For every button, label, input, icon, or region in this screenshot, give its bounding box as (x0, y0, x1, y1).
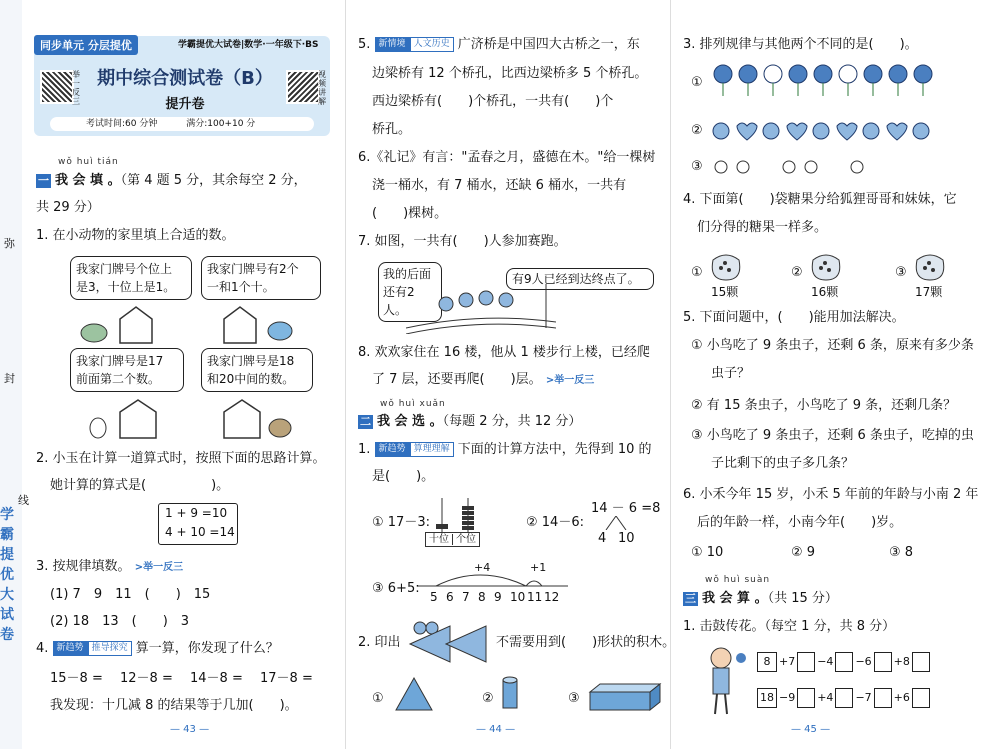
cuboid-icon (588, 682, 662, 712)
rabbit-house-icon (86, 398, 166, 440)
q5-tag-context: 新情境 (375, 37, 410, 52)
chain-1-blank[interactable] (835, 652, 853, 672)
q5-tag-topic: 人文历史 (410, 37, 454, 52)
chain-row-1 (757, 652, 930, 672)
bubble-3-line-1: 我家门牌号是17 (76, 354, 164, 368)
c4-count-3: 17颗 (915, 285, 943, 299)
section-3-badge: 三 (685, 591, 696, 605)
c1-option-2-eq: 14 － 6 =8 (591, 501, 661, 516)
q2-step-2: 4 + 10 =14 (165, 525, 235, 539)
c5-option-2[interactable]: ② 有 15 条虫子，小鸟吃了 9 条，还剩几条？ (691, 398, 957, 413)
chain-1-start: 8 (757, 652, 777, 672)
qr-code-left[interactable] (40, 70, 74, 104)
page-45 (670, 0, 1000, 749)
top-tag-2: 分层提优 (87, 39, 132, 52)
candy-bag-2-icon (809, 248, 843, 282)
side-brand: 学霸提优大试卷 (0, 507, 14, 643)
c4-option-2[interactable]: ② (791, 265, 803, 280)
q1-text: 1. 在小动物的家里填上合适的数。 (36, 228, 235, 243)
c6-option-2[interactable]: ② 9 (791, 545, 816, 560)
triangles-stamp-icon (406, 614, 506, 664)
q7-bubble-right: 有9人已经到达终点了。 (506, 268, 654, 290)
page-number-44: — 44 — (476, 724, 516, 735)
cylinder-icon (500, 676, 520, 712)
q4-tag-trend: 新趋势 (53, 641, 88, 656)
nl-tick: 10 (510, 590, 526, 604)
c3-option-2[interactable]: ② (691, 123, 703, 138)
nl-tick: 7 (462, 590, 470, 604)
c4-count-1: 15颗 (711, 285, 739, 299)
abacus-tens-label: 十位 (426, 534, 453, 545)
top-tag-1: 同步单元 (40, 39, 84, 52)
bubble-1-line-2: 是3，十位上是1。 (76, 280, 176, 294)
hedgehog-house-icon (222, 398, 302, 440)
q8-link[interactable]: >举一反三 (545, 375, 595, 386)
q5-line-3: 西边梁桥有( )个桥孔，一共有( )个 (372, 94, 614, 109)
bubble-4-line-1: 我家门牌号是18 (207, 354, 295, 368)
bubble-1-line-1: 我家门牌号个位上 (76, 262, 173, 276)
chain-2-blank[interactable] (797, 688, 815, 708)
number-line-labels (430, 590, 580, 604)
chain-2-blank[interactable] (874, 688, 892, 708)
c3-text: 3. 排列规律与其他两个不同的是( )。 (683, 37, 918, 52)
circles-hearts-pattern-icon (711, 120, 941, 142)
bubble-4 (201, 348, 313, 392)
nl-tick: 9 (494, 590, 502, 604)
q2-answer-line: 她计算的算式是( )。 (50, 478, 230, 493)
bubble-3-line-2: 前面第二个数。 (76, 372, 161, 386)
q7-bubble-left-2: 还有2人。 (383, 285, 415, 317)
c1-text-1: 下面的计算方法中，先得到 10 的 (457, 442, 652, 457)
nl-tick: 8 (478, 590, 486, 604)
seal-label-3: 线 (18, 494, 29, 507)
c4-option-1[interactable]: ① (691, 265, 703, 280)
q4-eq-3: 14－8 = (190, 671, 243, 686)
section-3-heading (683, 590, 838, 608)
c1-jump-1: +4 (474, 561, 491, 574)
exam-score: 满分:100+10 分 (186, 119, 256, 129)
c3-option-3[interactable]: ③ (691, 159, 703, 174)
q8-text-2: 了 7 层，还要再爬( )层。 (372, 372, 542, 387)
chain-1-op-3: −6 (855, 655, 872, 668)
chain-row-2 (757, 688, 930, 708)
c1-tag-topic: 算理理解 (410, 442, 454, 457)
page-43 (0, 0, 345, 749)
chain-1-op-2: −4 (817, 655, 834, 668)
c1-line-2: 是( )。 (372, 469, 435, 484)
c1-option-2-split-1: 4 (598, 531, 607, 546)
q4-eq-1: 15－8 = (50, 671, 103, 686)
child-drummer-icon (701, 644, 747, 716)
section-1-pinyin: wǒ huì tián (58, 157, 119, 167)
c1-tag-trend: 新趋势 (375, 442, 410, 457)
c5-text: 5. 下面问题中，( )能用加法解决。 (683, 310, 905, 325)
nl-tick: 5 (430, 590, 438, 604)
c4-line-1: 4. 下面第( )袋糖果分给狐狸哥哥和妹妹，它 (683, 192, 957, 207)
q4-eq-2: 12－8 = (120, 671, 173, 686)
section-1-badge: 一 (38, 173, 49, 187)
c1-option-2-split-2: 10 (618, 531, 635, 546)
bubble-2 (201, 256, 321, 300)
bubble-4-line-2: 和20中间的数。 (207, 372, 295, 386)
seal-label-1: 弥 (4, 237, 15, 250)
bubble-2-line-2: 一和1个十。 (207, 280, 275, 294)
c5-option-1-line-2: 虫子？ (711, 366, 751, 381)
page-44 (345, 0, 676, 749)
q5-text-1: 广济桥是中国四大古桥之一，东 (457, 37, 640, 52)
q2-steps-box (158, 503, 238, 545)
page-title: 期中综合测试卷（B） (97, 68, 273, 89)
c6-line-1: 6. 小禾今年 15 岁，小禾 5 年前的年龄与小南 2 年 (683, 487, 979, 502)
section-3-pinyin: wǒ huì suàn (705, 575, 771, 585)
abacus-icon (426, 498, 486, 534)
q6-line-1: 6.《礼记》有言："孟春之月，盛德在木。"给一棵树 (358, 150, 656, 165)
series-title: 学霸提优大试卷|数学·一年级下·BS (178, 40, 319, 50)
q3-row-2: (2) 18 13 ( ) 3 (50, 614, 190, 629)
q2-step-1: 1 + 9 =10 (165, 506, 228, 520)
section-3-note: （共 15 分） (767, 591, 838, 606)
q4-prompt: 算一算，你发现了什么？ (135, 641, 279, 656)
exam-time: 考试时间:60 分钟 (86, 119, 158, 129)
exam-meta (50, 117, 314, 131)
triangular-prism-icon (392, 676, 436, 712)
turtle-house-icon (76, 305, 156, 345)
qr-right-label: 视频讲解 (318, 70, 326, 106)
candy-bag-3-icon (913, 248, 947, 282)
c5-option-3-line-2: 子比剩下的虫子多几条？ (711, 456, 855, 471)
section-2-heading (358, 413, 581, 431)
page-number-43: — 43 — (170, 724, 210, 735)
section-1-note: （第 4 题 5 分，其余每空 2 分， (120, 173, 307, 188)
flowers-pattern-icon (711, 62, 941, 98)
c1-option-2[interactable]: ② 14－6: (526, 515, 584, 530)
bubble-3 (70, 348, 184, 392)
c4-option-3[interactable]: ③ (895, 265, 907, 280)
chain-2-start: 18 (757, 688, 777, 708)
c1-line-1: 1. 新趋势 算理理解 下面的计算方法中，先得到 10 的 (358, 442, 652, 457)
seal-label-2: 封 (4, 372, 15, 385)
q6-line-2: 浇一桶水，有 7 桶水，还缺 6 桶水，一共有 (372, 178, 627, 193)
c2-text-2: 不需要用到( )形状的积木。 (496, 635, 676, 650)
q3-row-1: (1) 7 9 11 ( ) 15 (50, 587, 211, 602)
chain-2-blank[interactable] (835, 688, 853, 708)
q4-tag-topic: 推导探究 (88, 641, 132, 656)
c1-option-1[interactable]: ① 17－3: (372, 515, 430, 530)
q3-label: 3. 按规律填数。 (36, 559, 131, 574)
candy-bag-1-icon (709, 248, 743, 282)
section-3-title: 我 会 算 。 (702, 591, 768, 606)
c2-text-1: 2. 印出 (358, 635, 401, 650)
nl-tick: 6 (446, 590, 454, 604)
c6-option-3[interactable]: ③ 8 (889, 545, 914, 560)
c3-option-1[interactable]: ① (691, 75, 703, 90)
c2-option-1[interactable]: ① (372, 691, 384, 706)
crab-house-icon (222, 305, 302, 345)
c5-option-3-line-1[interactable]: ③ 小鸟吃了 9 条虫子，还剩 6 条虫子，吃掉的虫 (691, 428, 974, 443)
section-2-title: 我 会 选 。 (377, 414, 443, 429)
abacus-labels (425, 532, 480, 547)
c6-line-2: 后的年龄一样，小南今年( )岁。 (697, 515, 903, 530)
q4-eq-4: 17－8 = (260, 671, 313, 686)
section-1-note-cont: 共 29 分） (36, 200, 100, 215)
q5-line-1: 5. 新情境 人文历史 广济桥是中国四大古桥之一，东 (358, 37, 640, 52)
suns-moons-pattern-icon (711, 155, 891, 179)
q2-text: 2. 小玉在计算一道算式时，按照下面的思路计算。 (36, 451, 326, 466)
chain-2-op-1: −9 (779, 691, 796, 704)
c6-option-1[interactable]: ① 10 (691, 545, 724, 560)
q7-text: 7. 如图，一共有( )人参加赛跑。 (358, 234, 567, 249)
q3-text (36, 558, 183, 577)
q8-line-2 (372, 371, 594, 390)
q4-finding: 我发现：十几减 8 的结果等于几加( )。 (50, 698, 298, 713)
q4-text: 4. 新趋势 推导探究 算一算，你发现了什么？ (36, 641, 279, 656)
chain-1-blank[interactable] (874, 652, 892, 672)
q7-bubble-left-1: 我的后面 (383, 267, 432, 281)
qr-left-label: 举一反三 (72, 70, 80, 106)
top-tag (34, 35, 138, 55)
c1-jump-2: +1 (530, 561, 547, 574)
c6-options (691, 544, 951, 562)
bubble-1 (70, 256, 192, 300)
nl-tick: 12 (544, 590, 560, 604)
c4-count-2: 16颗 (811, 285, 839, 299)
chain-2-blank[interactable] (912, 688, 930, 708)
chain-1-blank[interactable] (912, 652, 930, 672)
section-1-heading (36, 172, 307, 190)
page-number-45: — 45 — (791, 724, 831, 735)
q8-line-1: 8. 欢欢家住在 16 楼，他从 1 楼步行上楼，已经爬 (358, 345, 650, 360)
chain-1-blank[interactable] (797, 652, 815, 672)
section-2-pinyin: wǒ huì xuǎn (380, 399, 446, 409)
q5-line-4: 桥孔。 (372, 122, 412, 137)
c2-option-3[interactable]: ③ (568, 691, 580, 706)
abacus-ones-label: 个位 (456, 534, 476, 545)
chain-2-op-4: +6 (893, 691, 910, 704)
section-2-note: （每题 2 分，共 12 分） (442, 414, 582, 429)
chain-2-op-2: +4 (817, 691, 834, 704)
bubble-2-line-1: 我家门牌号有2个 (207, 262, 299, 276)
runners-illustration-icon (406, 282, 556, 334)
nl-tick: 11 (527, 590, 543, 604)
q6-line-3: ( )棵树。 (372, 206, 448, 221)
c5-option-1-line-1[interactable]: ① 小鸟吃了 9 条虫子，还剩 6 条，原来有多少条 (691, 338, 974, 353)
chain-1-op-1: +7 (779, 655, 796, 668)
q5-line-2: 边梁桥有 12 个桥孔，比西边梁桥多 5 个桥孔。 (372, 66, 648, 81)
split-branch-icon (602, 516, 632, 530)
page-subtitle: 提升卷 (165, 97, 205, 112)
section-1-title: 我 会 填 。 (55, 173, 121, 188)
qr-code-right[interactable] (286, 70, 320, 104)
chain-2-op-3: −7 (855, 691, 872, 704)
section-2-badge: 二 (360, 414, 371, 428)
chain-1-op-4: +8 (893, 655, 910, 668)
q4-equations (50, 670, 340, 688)
c2-option-2[interactable]: ② (482, 691, 494, 706)
q3-link[interactable]: >举一反三 (134, 562, 184, 573)
c4-line-2: 们分得的糖果一样多。 (697, 220, 828, 235)
s1-text: 1. 击鼓传花。（每空 1 分，共 8 分） (683, 619, 896, 634)
c1-option-3[interactable]: ③ 6+5: (372, 581, 420, 596)
